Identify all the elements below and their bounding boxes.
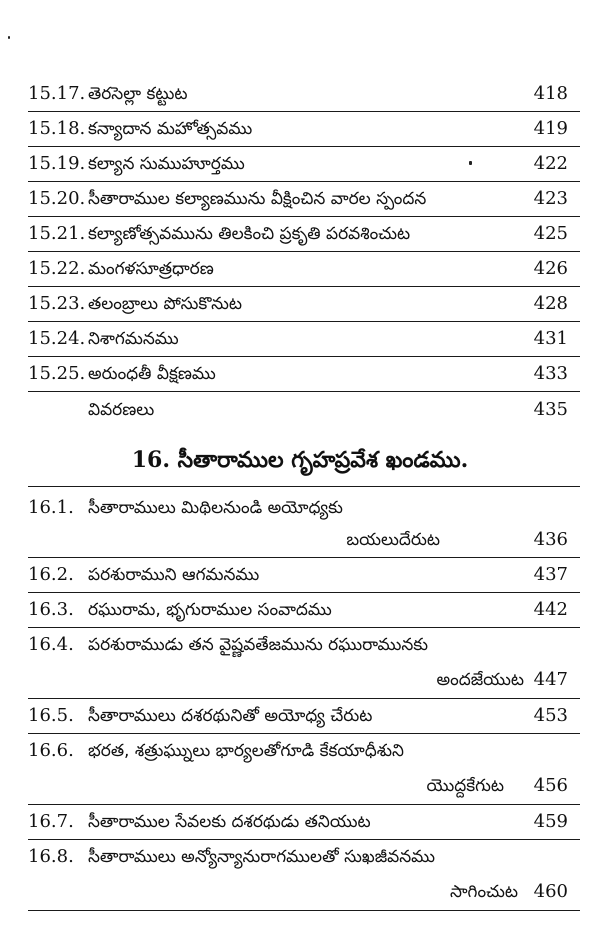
entry-title-continuation: అందజేయుట (436, 670, 524, 690)
entry-page: 433 (533, 363, 568, 384)
row-divider (28, 286, 580, 287)
row-divider (28, 181, 580, 182)
entry-title: నిశాగమనము (88, 329, 179, 349)
toc-entry (28, 218, 580, 250)
print-speck (469, 161, 472, 165)
row-divider (28, 216, 580, 217)
toc-entry (28, 358, 580, 390)
entry-title: భరత, శత్రుఘ్నులు భార్యలతోగూడి కేకయాధీశుని (88, 741, 404, 761)
row-divider (28, 592, 580, 593)
row-divider (28, 698, 580, 699)
entry-title: సీతారాముల సేవలకు దశరథుడు తనియుట (88, 812, 371, 832)
row-divider (28, 251, 580, 252)
entry-title-continuation: సాగించుట (450, 882, 518, 902)
entry-number: 16.4. (28, 634, 74, 655)
entry-page: 459 (533, 811, 568, 832)
entry-page: 453 (533, 705, 568, 726)
entry-page: 418 (533, 83, 568, 104)
entry-number: 15.25. (28, 363, 86, 384)
entry-title: సీతారాములు అన్యోన్యానురాగములతో సుఖజీవనము (88, 847, 436, 867)
entry-page: 456 (533, 775, 568, 796)
row-divider (28, 486, 580, 487)
entry-page: 423 (533, 188, 568, 209)
entry-number: 16.8. (28, 846, 74, 867)
entry-title: వివరణలు (88, 400, 155, 420)
entry-title: రఘురామ, భృగురాముల సంవాదము (88, 600, 332, 620)
entry-page: 442 (533, 599, 568, 620)
toc-entry-continuation (28, 664, 580, 696)
entry-title: పరశురాముని ఆగమనము (88, 565, 260, 585)
entry-number: 15.17. (28, 83, 86, 104)
entry-page: 460 (533, 881, 568, 902)
row-divider (28, 391, 580, 392)
entry-page: 426 (533, 258, 568, 279)
entry-number: 16.2. (28, 564, 74, 585)
entry-number: 15.23. (28, 293, 86, 314)
entry-title: కల్యాన సుముహూర్తము (88, 154, 245, 174)
entry-title: అరుంధతీ వీక్షణము (88, 364, 216, 384)
entry-number: 15.21. (28, 223, 86, 244)
row-divider (28, 321, 580, 322)
toc-entry (28, 629, 580, 661)
entry-title: మంగళసూత్రధారణ (88, 259, 214, 279)
entry-title: కన్యాదాన మహోత్సవము (88, 119, 253, 139)
entry-title: పరశురాముడు తన వైష్ణవతేజమును రఘురామునకు (88, 635, 429, 655)
toc-entry-continuation (28, 770, 580, 802)
row-divider (28, 804, 580, 805)
toc-entry (28, 78, 580, 110)
toc-entry-continuation (28, 876, 580, 908)
entry-page: 428 (533, 293, 568, 314)
toc-entry (28, 323, 580, 355)
toc-entry (28, 183, 580, 215)
section-heading: 16. సీతారాముల గృహప్రవేశ ఖండము. (131, 447, 469, 473)
row-divider (28, 146, 580, 147)
entry-number: 15.19. (28, 153, 86, 174)
print-speck (8, 36, 10, 39)
entry-page: 435 (533, 399, 568, 420)
entry-number: 15.18. (28, 118, 86, 139)
toc-entry (28, 253, 580, 285)
row-divider (28, 910, 580, 911)
toc-entry (28, 113, 580, 145)
row-divider (28, 557, 580, 558)
toc-entry (28, 841, 580, 873)
entry-number: 16.6. (28, 740, 74, 761)
toc-entry (28, 559, 580, 591)
entry-title: సీతారాములు మిథిలనుండి అయోధ్యకు (88, 498, 343, 518)
entry-title: కల్యాణోత్సవమును తిలకించి ప్రకృతి పరవశించుట (88, 224, 411, 244)
entry-number: 16.5. (28, 705, 74, 726)
entry-title: సీతారాముల కల్యాణమును వీక్షించిన వారల స్పందన (88, 189, 427, 209)
entry-title-continuation: బయలుదేరుట (346, 530, 440, 550)
entry-number: 16.3. (28, 599, 74, 620)
entry-number: 15.22. (28, 258, 86, 279)
entry-number: 16.1. (28, 497, 74, 518)
toc-entry (28, 492, 580, 524)
row-divider (28, 627, 580, 628)
toc-entry (28, 700, 580, 732)
entry-page: 437 (533, 564, 568, 585)
toc-entry (28, 806, 580, 838)
toc-entry (28, 148, 580, 180)
entry-page: 422 (533, 153, 568, 174)
entry-number: 15.20. (28, 188, 86, 209)
entry-page: 447 (533, 669, 568, 690)
row-divider (28, 733, 580, 734)
entry-title: తెరసెల్లా కట్టుట (88, 84, 188, 104)
toc-entry (28, 288, 580, 320)
toc-entry (28, 735, 580, 767)
entry-number: 16.7. (28, 811, 74, 832)
entry-title-continuation: యొద్దకేగుట (426, 776, 504, 796)
entry-page: 425 (533, 223, 568, 244)
toc-entry-continuation (28, 524, 580, 556)
toc-entry (28, 394, 580, 426)
toc-entry (28, 594, 580, 626)
entry-page: 419 (533, 118, 568, 139)
entry-title: తలంబ్రాలు పోసుకొనుట (88, 294, 243, 314)
row-divider (28, 839, 580, 840)
entry-title: సీతారాములు దశరథునితో అయోధ్య చేరుట (88, 706, 373, 726)
row-divider (28, 111, 580, 112)
entry-page: 431 (533, 328, 568, 349)
entry-number: 15.24. (28, 328, 86, 349)
entry-page: 436 (533, 529, 568, 550)
row-divider (28, 356, 580, 357)
